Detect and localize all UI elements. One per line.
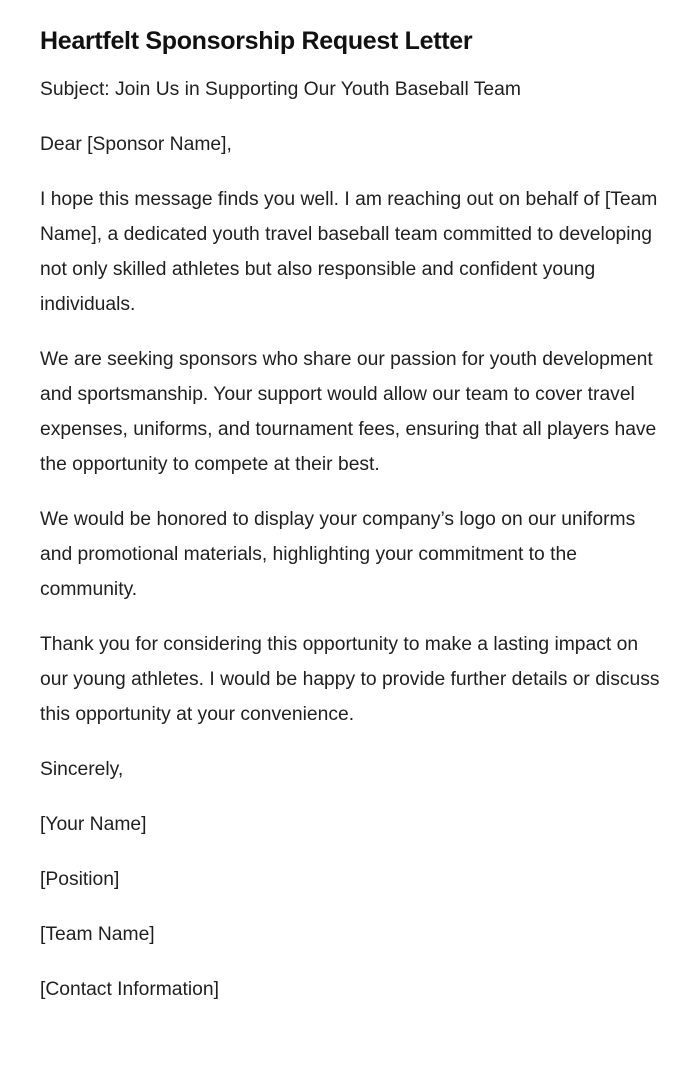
letter-title: Heartfelt Sponsorship Request Letter (40, 27, 473, 55)
letter-paragraph-benefits: We would be honored to display your company’s logo on our uniforms and promotional materials, highlighting your commitment to the community. (40, 509, 636, 600)
letter-paragraph-request: We are seeking sponsors who share our passion for youth development and sportsmanship. Your support would allow our team to cover travel expenses, uniforms, and tournament fees, ensuring that all players have the opportunity to compete at their best. (40, 349, 657, 475)
signature-team: [Team Name] (40, 924, 155, 945)
letter-salutation: Dear [Sponsor Name], (40, 134, 232, 155)
letter-subject: Subject: Join Us in Supporting Our Youth Baseball Team (40, 79, 521, 100)
letter-paragraph-thanks: Thank you for considering this opportunity to make a lasting impact on our young athletes. I would be happy to provide further details or discuss this opportunity at your convenience. (40, 634, 660, 725)
letter-closing: Sincerely, (40, 759, 124, 780)
signature-contact: [Contact Information] (40, 979, 219, 1000)
letter-paragraph-intro: I hope this message finds you well. I am reaching out on behalf of [Team Name], a dedicated youth travel baseball team committed to developing not only skilled athletes but also responsible and confident young individuals. (40, 189, 658, 315)
signature-name: [Your Name] (40, 814, 147, 835)
signature-position: [Position] (40, 869, 120, 890)
